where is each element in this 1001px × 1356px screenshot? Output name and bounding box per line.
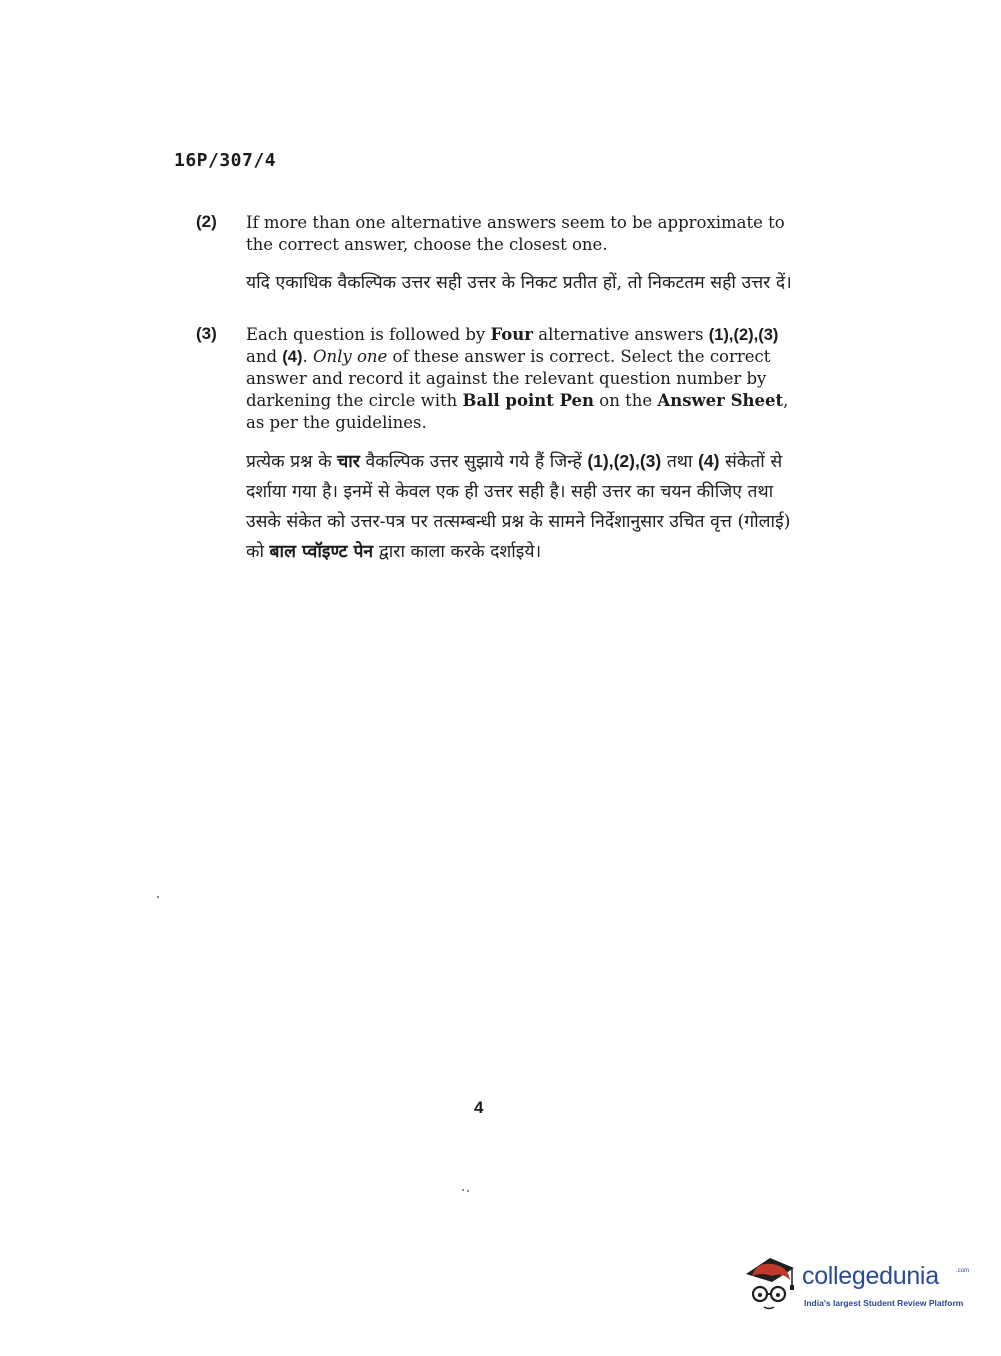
scan-speck [462,1189,464,1191]
item-number: (2) [196,212,217,231]
instruction-english: Each question is followed by Four alternative answers (1),(2),(3) and (4). Only one of these answer is correct. Select the correct answer and record it against the relevant question number by darkening the circle with Ball point Pen on the Answer Sheet, as per the guidelines. [246,325,789,432]
item-number: (3) [196,324,217,343]
page-number: 4 [474,1098,484,1117]
instruction-english: If more than one alternative answers seem to be approximate to the correct answer, choose the closest one. [246,213,785,254]
brand-tagline: India's largest Student Review Platform [804,1298,964,1308]
instruction-hindi: प्रत्येक प्रश्न के चार वैकल्पिक उत्तर सुझाये गये हैं जिन्हें (1),(2),(3) तथा (4) संकेतों से दर्शाया गया है। इनमें से केवल एक ही उत्तर सही है। सही उत्तर का चयन कीजिए तथा उसके संकेत को उत्तर-पत्र पर तत्सम्बन्धी प्रश्न के सामने निर्देशानुसार उचित वृत्त (गोलाई) को बाल प्वॉइण्ट पेन द्वारा काला करके दर्शाइये। [246,451,791,562]
scan-speck [467,1190,469,1192]
paper-code: 16P/307/4 [174,150,277,171]
instruction-item-3 [196,324,796,567]
instruction-hindi: यदि एकाधिक वैकल्पिक उत्तर सही उत्तर के निकट प्रतीत हों, तो निकटतम सही उत्तर दें। [246,273,792,293]
collegedunia-logo [742,1252,972,1322]
instruction-item-2 [196,212,796,298]
scan-speck [157,896,159,898]
brand-name: collegedunia [802,1262,939,1290]
brand-suffix: .com [956,1268,970,1274]
mascot-icon [742,1252,800,1314]
